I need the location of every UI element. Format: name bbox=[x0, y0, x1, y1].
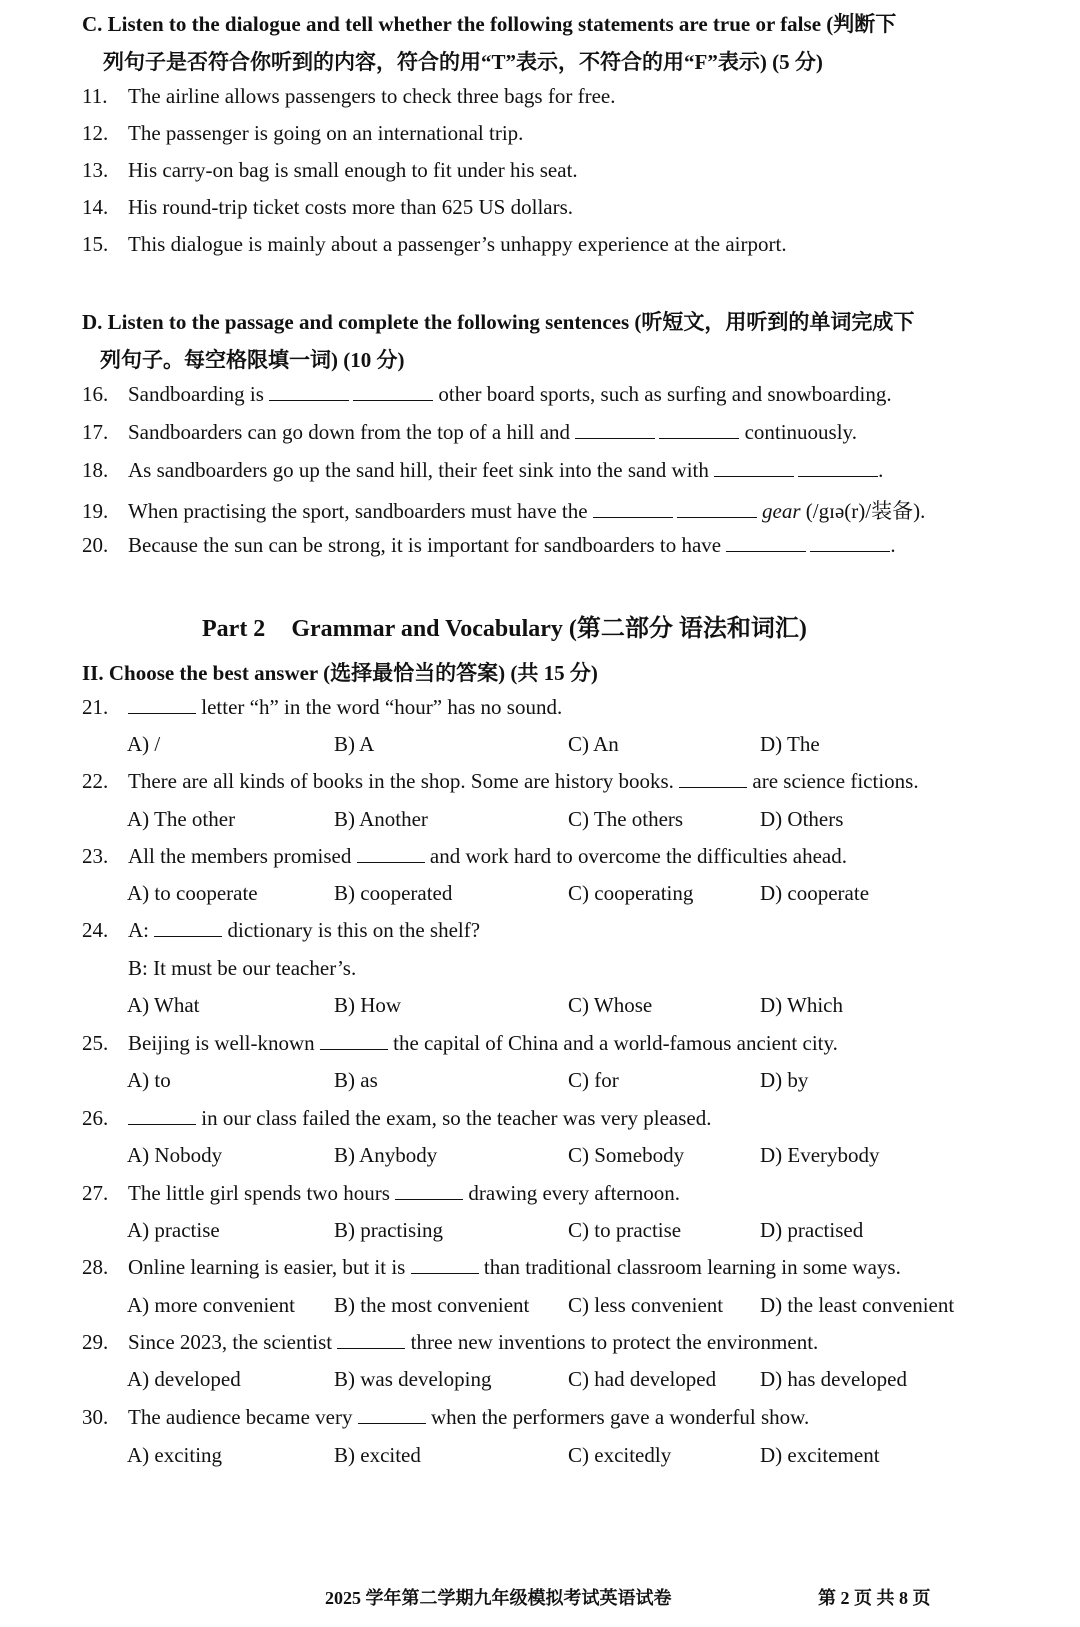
statement-15: 15. This dialogue is mainly about a passenger’s unhappy experience at the airport. bbox=[82, 232, 787, 256]
sentence-18: 18. As sandboarders go up the sand hill, their feet sink into the sand with . bbox=[82, 458, 884, 482]
answer-blank-23[interactable] bbox=[357, 844, 425, 863]
option-27-a[interactable]: A) practise bbox=[127, 1218, 220, 1242]
section-c-header-line2: 列句子是否符合你听到的内容，符合的用“T”表示，不符合的用“F”表示) (5 分) bbox=[103, 50, 823, 74]
option-29-a[interactable]: A) developed bbox=[127, 1367, 241, 1391]
option-23-a[interactable]: A) to cooperate bbox=[127, 881, 258, 905]
statement-11: 11. The airline allows passengers to check three bags for free. bbox=[82, 84, 616, 108]
answer-blank-21[interactable] bbox=[128, 695, 196, 714]
sentence-16: 16. Sandboarding is other board sports, such as surfing and snowboarding. bbox=[82, 382, 892, 406]
question-23: 23. All the members promised and work hard to overcome the difficulties ahead. bbox=[82, 844, 848, 868]
answer-blank-25[interactable] bbox=[320, 1031, 388, 1050]
option-30-d[interactable]: D) excitement bbox=[760, 1443, 880, 1467]
option-29-d[interactable]: D) has developed bbox=[760, 1367, 907, 1391]
section-d-header-line1: D. Listen to the passage and complete the following sentences (听短文，用听到的单词完成下 bbox=[82, 310, 915, 334]
option-26-a[interactable]: A) Nobody bbox=[127, 1143, 223, 1167]
option-22-a[interactable]: A) The other bbox=[127, 807, 236, 831]
option-28-b[interactable]: B) the most convenient bbox=[334, 1293, 530, 1317]
sentence-20: 20. Because the sun can be strong, it is important for sandboarders to have . bbox=[82, 533, 896, 557]
option-21-c[interactable]: C) An bbox=[568, 732, 619, 756]
option-27-b[interactable]: B) practising bbox=[334, 1218, 444, 1242]
section-d-header-line2: 列句子。每空格限填一词) (10 分) bbox=[100, 348, 405, 372]
answer-blank-28[interactable] bbox=[411, 1255, 479, 1274]
section-ii-header: II. Choose the best answer (选择最恰当的答案) (共 15 分) bbox=[82, 661, 598, 685]
question-26: 26. in our class failed the exam, so the teacher was very pleased. bbox=[82, 1106, 712, 1130]
answer-blank-17b[interactable] bbox=[659, 420, 739, 439]
option-25-c[interactable]: C) for bbox=[568, 1068, 619, 1092]
option-26-b[interactable]: B) Anybody bbox=[334, 1143, 438, 1167]
option-27-c[interactable]: C) to practise bbox=[568, 1218, 682, 1242]
option-22-b[interactable]: B) Another bbox=[334, 807, 428, 831]
answer-blank-20b[interactable] bbox=[810, 533, 890, 552]
option-30-c[interactable]: C) excitedly bbox=[568, 1443, 672, 1467]
footer-page-number: 第 2 页 共 8 页 bbox=[818, 1588, 931, 1608]
question-29: 29. Since 2023, the scientist three new inventions to protect the environment. bbox=[82, 1330, 819, 1354]
option-24-a[interactable]: A) What bbox=[127, 993, 200, 1017]
option-27-d[interactable]: D) practised bbox=[760, 1218, 864, 1242]
sentence-17: 17. Sandboarders can go down from the top of a hill and continuously. bbox=[82, 420, 857, 444]
answer-blank-16a[interactable] bbox=[269, 382, 349, 401]
option-30-a[interactable]: A) exciting bbox=[127, 1443, 223, 1467]
question-24-reply: B: It must be our teacher’s. bbox=[128, 956, 357, 980]
option-24-b[interactable]: B) How bbox=[334, 993, 402, 1017]
option-29-b[interactable]: B) was developing bbox=[334, 1367, 492, 1391]
answer-blank-19a[interactable] bbox=[593, 499, 673, 518]
option-28-d[interactable]: D) the least convenient bbox=[760, 1293, 955, 1317]
answer-blank-27[interactable] bbox=[395, 1181, 463, 1200]
option-21-d[interactable]: D) The bbox=[760, 732, 820, 756]
option-23-d[interactable]: D) cooperate bbox=[760, 881, 870, 905]
option-28-c[interactable]: C) less convenient bbox=[568, 1293, 724, 1317]
answer-blank-18a[interactable] bbox=[714, 458, 794, 477]
statement-14: 14. His round-trip ticket costs more than 625 US dollars. bbox=[82, 195, 574, 219]
answer-blank-26[interactable] bbox=[128, 1106, 196, 1125]
sentence-19: 19. When practising the sport, sandboarders must have the gear (/gɪə(r)/装备). bbox=[82, 499, 926, 523]
option-22-c[interactable]: C) The others bbox=[568, 807, 684, 831]
question-22: 22. There are all kinds of books in the shop. Some are history books. are science fictions. bbox=[82, 769, 919, 793]
part-2-heading: Part 2 Grammar and Vocabulary (第二部分 语法和词汇) bbox=[202, 616, 807, 642]
option-23-c[interactable]: C) cooperating bbox=[568, 881, 694, 905]
question-25: 25. Beijing is well-known the capital of China and a world-famous ancient city. bbox=[82, 1031, 838, 1055]
option-26-d[interactable]: D) Everybody bbox=[760, 1143, 880, 1167]
footer-exam-title: 2025 学年第二学期九年级模拟考试英语试卷 bbox=[325, 1588, 672, 1608]
question-21: 21. letter “h” in the word “hour” has no sound. bbox=[82, 695, 563, 719]
answer-blank-19b[interactable] bbox=[677, 499, 757, 518]
answer-blank-30[interactable] bbox=[358, 1405, 426, 1424]
answer-blank-18b[interactable] bbox=[798, 458, 878, 477]
option-25-a[interactable]: A) to bbox=[127, 1068, 171, 1092]
option-24-d[interactable]: D) Which bbox=[760, 993, 844, 1017]
option-22-d[interactable]: D) Others bbox=[760, 807, 844, 831]
answer-blank-29[interactable] bbox=[337, 1330, 405, 1349]
option-25-b[interactable]: B) as bbox=[334, 1068, 378, 1092]
answer-blank-24[interactable] bbox=[154, 918, 222, 937]
statement-12: 12. The passenger is going on an international trip. bbox=[82, 121, 524, 145]
statement-13: 13. His carry-on bag is small enough to fit under his seat. bbox=[82, 158, 578, 182]
option-26-c[interactable]: C) Somebody bbox=[568, 1143, 685, 1167]
section-c-header-line1: C. Listen to the dialogue and tell whether the following statements are true or false (判断下 bbox=[82, 12, 897, 36]
option-23-b[interactable]: B) cooperated bbox=[334, 881, 453, 905]
question-27: 27. The little girl spends two hours drawing every afternoon. bbox=[82, 1181, 681, 1205]
answer-blank-16b[interactable] bbox=[353, 382, 433, 401]
answer-blank-22[interactable] bbox=[679, 769, 747, 788]
answer-blank-17a[interactable] bbox=[575, 420, 655, 439]
option-30-b[interactable]: B) excited bbox=[334, 1443, 421, 1467]
question-24: 24. A: dictionary is this on the shelf? bbox=[82, 918, 481, 942]
option-25-d[interactable]: D) by bbox=[760, 1068, 809, 1092]
question-28: 28. Online learning is easier, but it is than traditional classroom learning in some ways. bbox=[82, 1255, 901, 1279]
option-29-c[interactable]: C) had developed bbox=[568, 1367, 717, 1391]
question-30: 30. The audience became very when the performers gave a wonderful show. bbox=[82, 1405, 810, 1429]
answer-blank-20a[interactable] bbox=[726, 533, 806, 552]
option-24-c[interactable]: C) Whose bbox=[568, 993, 653, 1017]
option-28-a[interactable]: A) more convenient bbox=[127, 1293, 295, 1317]
option-21-a[interactable]: A) / bbox=[127, 732, 161, 756]
option-21-b[interactable]: B) A bbox=[334, 732, 375, 756]
